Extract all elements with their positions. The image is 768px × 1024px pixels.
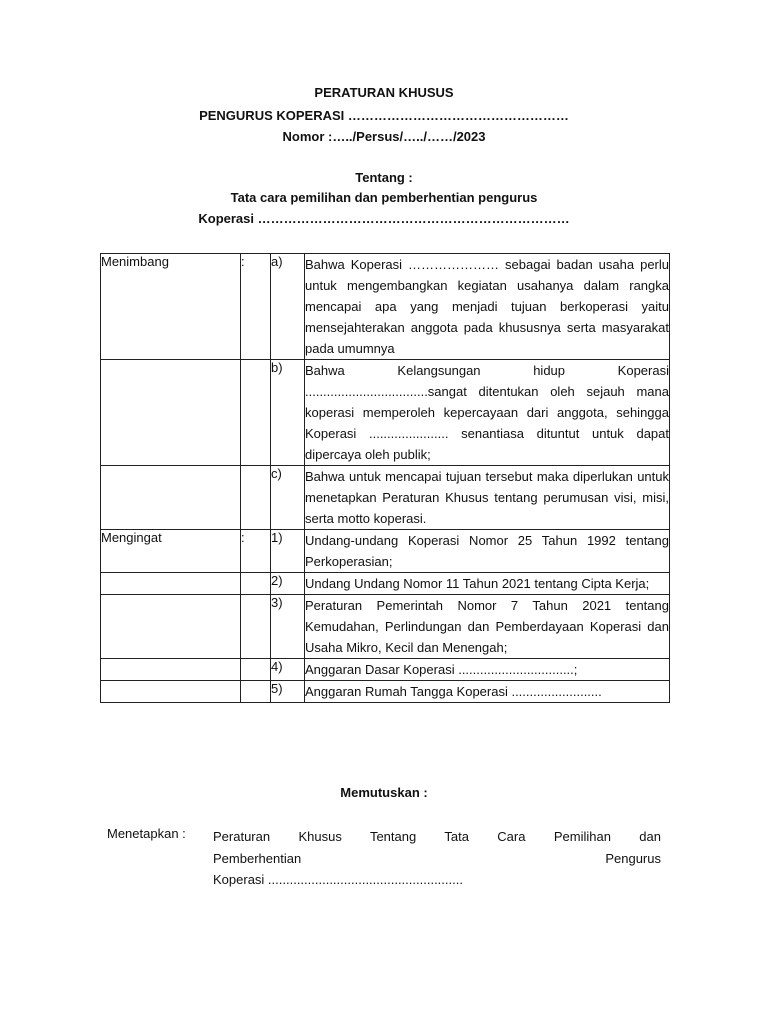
row-label — [101, 573, 241, 595]
row-index: c) — [271, 466, 305, 530]
row-label — [101, 466, 241, 530]
row-label: Menimbang — [101, 254, 241, 360]
menetapkan-line-1: Peraturan Khusus Tentang Tata Cara Pemilihan dan — [213, 829, 661, 844]
row-text: Peraturan Pemerintah Nomor 7 Tahun 2021 tentang Kemudahan, Perlindungan dan Pemberdayaan Koperasi dan Usaha Mikro, Kecil dan Menengah; — [305, 595, 670, 659]
row-index: 4) — [271, 659, 305, 681]
document-subtitle — [0, 108, 768, 123]
considerations-table — [100, 253, 670, 703]
row-label — [101, 659, 241, 681]
row-colon — [241, 681, 271, 703]
subtitle-dots: …………………………………………… — [347, 108, 569, 123]
row-text: Bahwa untuk mencapai tujuan tersebut maka diperlukan untuk menetapkan Peraturan Khusus tentang perumusan visi, misi, serta motto koperasi. — [305, 466, 670, 530]
row-label — [101, 595, 241, 659]
row-text: Undang-undang Koperasi Nomor 25 Tahun 1992 tentang Perkoperasian; — [305, 530, 670, 573]
row-text: Undang Undang Nomor 11 Tahun 2021 tentang Cipta Kerja; — [305, 573, 670, 595]
row-colon — [241, 360, 271, 466]
document-number: Nomor :…../Persus/…../……/2023 — [282, 129, 486, 144]
table-row — [101, 254, 670, 360]
memutuskan-heading: Memutuskan : — [340, 785, 428, 800]
table-row — [101, 681, 670, 703]
menetapkan-text — [213, 826, 661, 891]
row-colon — [241, 573, 271, 595]
subtitle-label: PENGURUS KOPERASI — [199, 108, 345, 123]
table-row — [101, 659, 670, 681]
tentang-line-2: Koperasi ……………………………………………………………… — [198, 211, 570, 226]
row-text: Bahwa Kelangsungan hidup Koperasi ..................................sangat ditentukan oleh sejauh mana koperasi memperoleh kepercayaan dari anggota, sehingga Koperasi ...................... senantiasa dituntut untuk dapat dipercaya oleh publik; — [305, 360, 670, 466]
row-label: Mengingat — [101, 530, 241, 573]
table-row — [101, 466, 670, 530]
row-colon — [241, 595, 271, 659]
table-row — [101, 595, 670, 659]
row-index: 1) — [271, 530, 305, 573]
row-index: b) — [271, 360, 305, 466]
row-text: Bahwa Koperasi ………………… sebagai badan usaha perlu untuk mengembangkan kegiatan usahanya dalam rangka mencapai apa yang menjadi tujuan berkoperasi yaitu mensejahterakan anggota pada khususnya serta masyarakat pada umumnya — [305, 254, 670, 360]
row-label — [101, 681, 241, 703]
row-label — [101, 360, 241, 466]
table-row — [101, 573, 670, 595]
tentang-label: Tentang : — [355, 170, 413, 185]
row-index: 2) — [271, 573, 305, 595]
row-index: 3) — [271, 595, 305, 659]
row-index: 5) — [271, 681, 305, 703]
table-row — [101, 360, 670, 466]
row-colon: : — [241, 530, 271, 573]
table-row — [101, 530, 670, 573]
row-colon — [241, 466, 271, 530]
row-colon: : — [241, 254, 271, 360]
document-title: PERATURAN KHUSUS — [314, 85, 454, 100]
menetapkan-line-2: Pemberhentian Pengurus — [213, 850, 661, 866]
row-colon — [241, 659, 271, 681]
menetapkan-label: Menetapkan : — [107, 826, 186, 841]
menetapkan-line-3: Koperasi ...................................................... — [213, 872, 463, 887]
row-index: a) — [271, 254, 305, 360]
tentang-line-1: Tata cara pemilihan dan pemberhentian pengurus — [230, 190, 538, 205]
row-text: Anggaran Dasar Koperasi ................................; — [305, 659, 670, 681]
row-text: Anggaran Rumah Tangga Koperasi ......................... — [305, 681, 670, 703]
